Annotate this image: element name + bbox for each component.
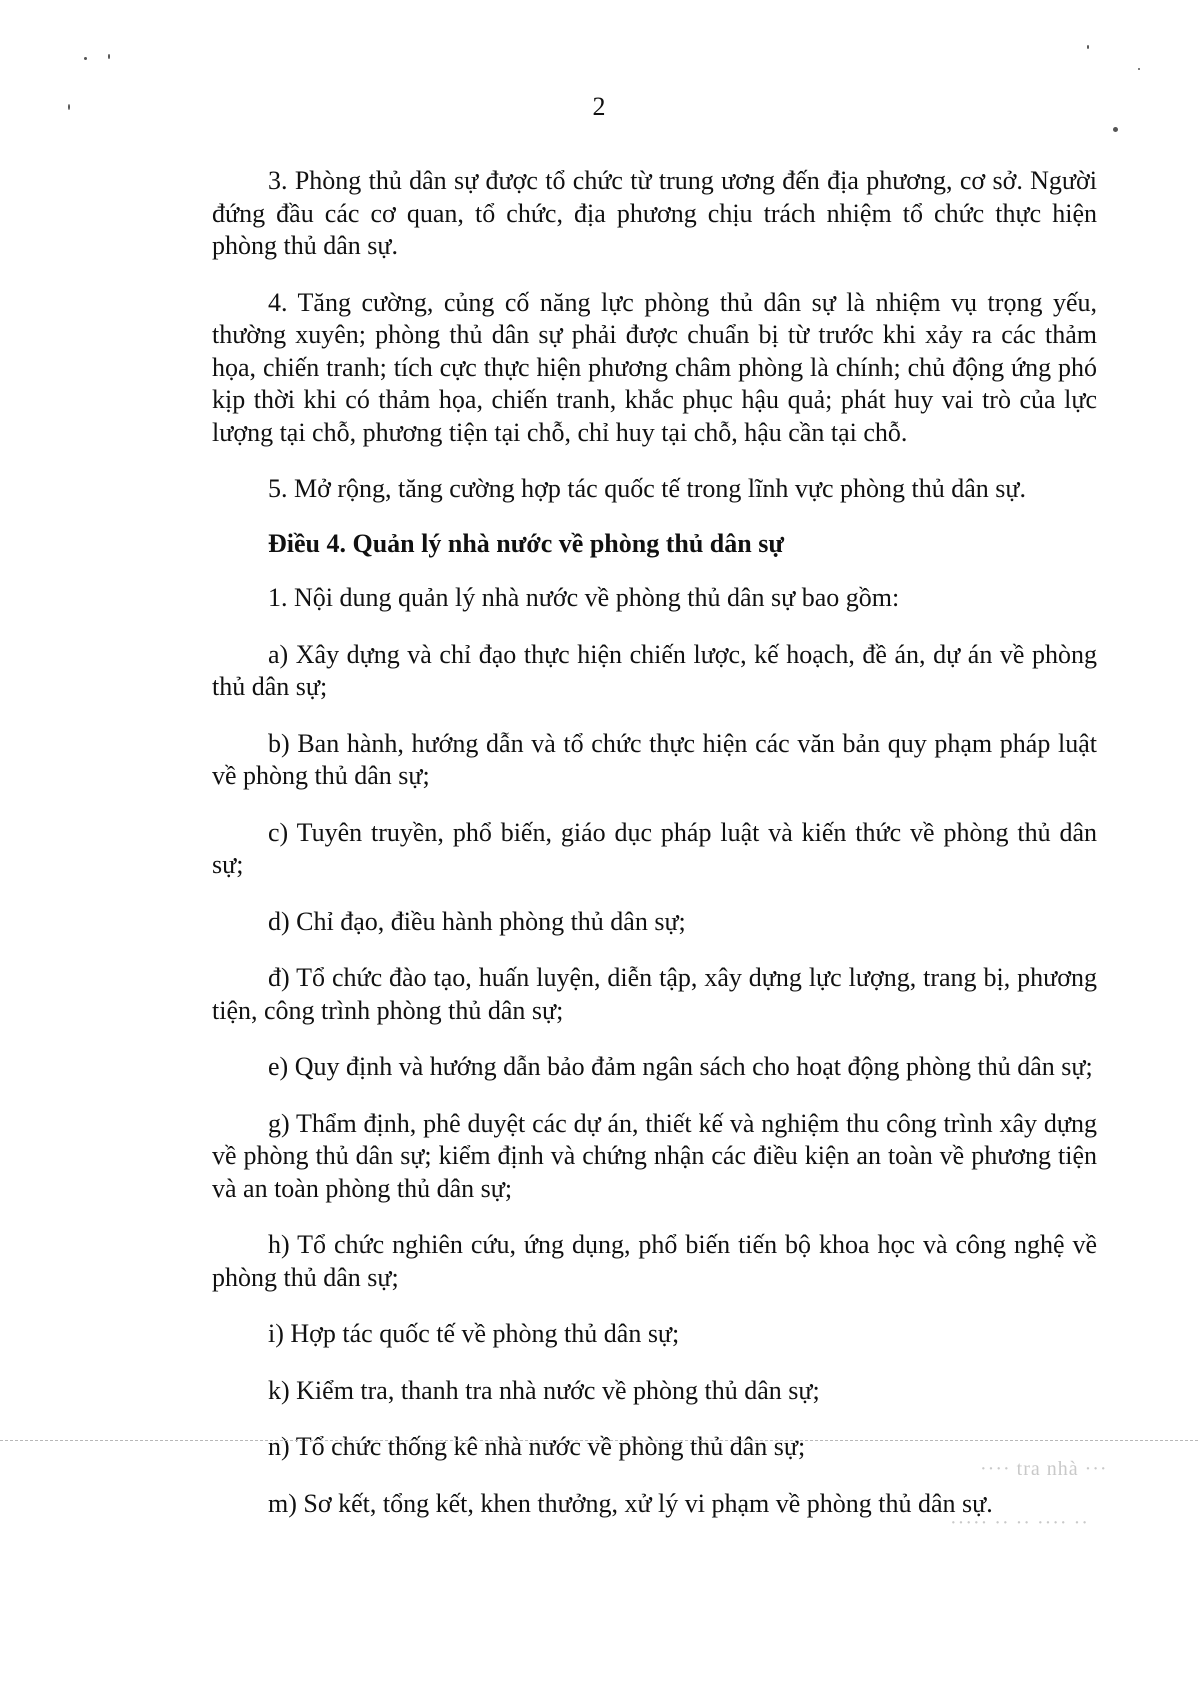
paragraph-5: 5. Mở rộng, tăng cường hợp tác quốc tế trong lĩnh vực phòng thủ dân sự. bbox=[268, 474, 1026, 503]
page-number: 2 bbox=[592, 92, 606, 121]
scan-speck bbox=[68, 104, 70, 110]
list-item-m: m) Sơ kết, tổng kết, khen thưởng, xử lý vi phạm về phòng thủ dân sự. bbox=[268, 1488, 993, 1518]
ghost-bleed-through: ····· ·· ·· ···· ·· bbox=[950, 1512, 1089, 1534]
scan-fold-line bbox=[0, 1440, 1198, 1442]
document-body bbox=[212, 165, 1097, 1544]
scan-speck bbox=[1138, 68, 1140, 70]
list-item-h: h) Tổ chức nghiên cứu, ứng dụng, phổ biến tiến bộ khoa học và công nghệ về phòng thủ dân sự; bbox=[212, 1230, 1097, 1292]
list-item-c: c) Tuyên truyền, phổ biến, giáo dục pháp luật và kiến thức về phòng thủ dân sự; bbox=[212, 817, 1097, 879]
paragraph-3: 3. Phòng thủ dân sự được tổ chức từ trung ương đến địa phương, cơ sở. Người đứng đầu các cơ quan, tổ chức, địa phương chịu trách nhiệm tổ chức thực hiện phòng thủ dân sự. bbox=[212, 166, 1097, 260]
article-4-heading: Điều 4. Quản lý nhà nước về phòng thủ dân sự bbox=[268, 528, 784, 558]
ghost-bleed-through: ···· tra nhà ··· bbox=[980, 1458, 1108, 1480]
list-item-n: n) Tổ chức thống kê nhà nước về phòng thủ dân sự; bbox=[268, 1432, 806, 1461]
scan-speck bbox=[108, 54, 110, 59]
list-item-b: b) Ban hành, hướng dẫn và tổ chức thực hiện các văn bản quy phạm pháp luật về phòng thủ dân sự; bbox=[212, 728, 1097, 790]
scan-speck bbox=[1087, 45, 1089, 49]
list-item-d: d) Chỉ đạo, điều hành phòng thủ dân sự; bbox=[268, 906, 686, 936]
list-item-a: a) Xây dựng và chỉ đạo thực hiện chiến lược, kế hoạch, đề án, dự án về phòng thủ dân sự; bbox=[212, 639, 1097, 701]
list-item-i: i) Hợp tác quốc tế về phòng thủ dân sự; bbox=[268, 1319, 680, 1348]
scan-speck bbox=[1113, 127, 1118, 132]
list-item-g: g) Thẩm định, phê duyệt các dự án, thiết kế và nghiệm thu công trình xây dựng về phòng thủ dân sự; kiểm định và chứng nhận các điều kiện an toàn về phương tiện và an toàn phòng thủ dân sự; bbox=[212, 1108, 1097, 1203]
article-4-intro: 1. Nội dung quản lý nhà nước về phòng thủ dân sự bao gồm: bbox=[268, 583, 900, 612]
paragraph-4: 4. Tăng cường, củng cố năng lực phòng thủ dân sự là nhiệm vụ trọng yếu, thường xuyên; phòng thủ dân sự phải được chuẩn bị từ trước khi xảy ra các thảm họa, chiến tranh; tích cực thực hiện phương châm phòng là chính; chủ động ứng phó kịp thời khi có thảm họa, chiến tranh, khắc phục hậu quả; phát huy vai trò của lực lượng tại chỗ, phương tiện tại chỗ, chỉ huy tại chỗ, hậu cần tại chỗ. bbox=[212, 287, 1097, 447]
list-item-dd: đ) Tổ chức đào tạo, huấn luyện, diễn tập, xây dựng lực lượng, trang bị, phương tiện, công trình phòng thủ dân sự; bbox=[212, 963, 1097, 1025]
list-item-k: k) Kiểm tra, thanh tra nhà nước về phòng thủ dân sự; bbox=[268, 1375, 820, 1405]
scan-speck bbox=[84, 57, 87, 60]
list-item-e: e) Quy định và hướng dẫn bảo đảm ngân sách cho hoạt động phòng thủ dân sự; bbox=[268, 1052, 1093, 1081]
